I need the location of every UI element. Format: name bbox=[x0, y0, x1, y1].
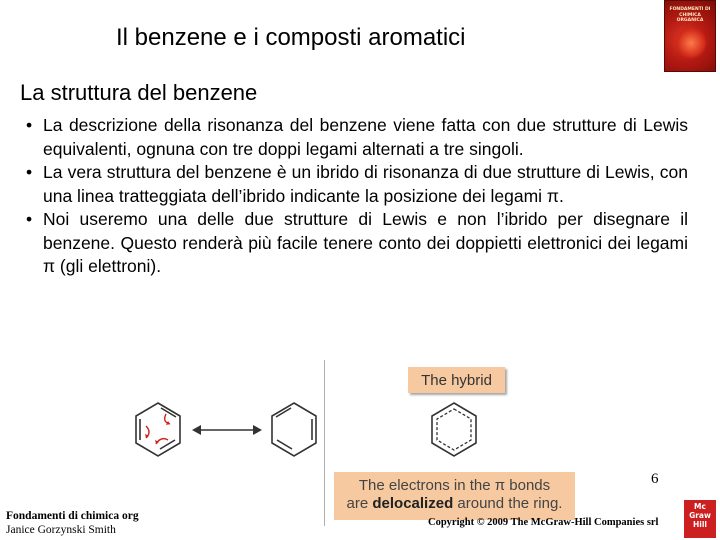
delocalized-electrons-label bbox=[334, 472, 575, 520]
slide-title: Il benzene e i composti aromatici bbox=[116, 24, 466, 51]
book-cover-text: FONDAMENTI DI CHIMICA ORGANICA bbox=[669, 7, 711, 23]
page-number: 6 bbox=[651, 471, 659, 487]
bullet-item: • La vera struttura del benzene è un ibrido di risonanza di due strutture di Lewis, con una linea tratteggiata dell’ibrido indicante la posizione dei legami π. bbox=[26, 161, 688, 208]
benzene-kekule-structure bbox=[264, 400, 324, 460]
flower-image bbox=[675, 27, 707, 59]
book-cover-image bbox=[664, 0, 716, 72]
bullet-list bbox=[26, 114, 688, 279]
resonance-double-arrow bbox=[192, 422, 262, 438]
benzene-resonance-arrows-structure bbox=[128, 400, 188, 460]
electrons-label-line2: are delocalized around the ring. bbox=[346, 495, 563, 512]
footer-copyright: Copyright © 2009 The McGraw-Hill Companies srl bbox=[428, 517, 659, 528]
electrons-label-line1: The electrons in the π bonds bbox=[358, 477, 551, 494]
bullet-item: • Noi useremo una delle due strutture di Lewis e non l’ibrido per disegnare il benzene. Questo renderà più facile tenere conto dei doppietti elettronici dei legami π (gli elettroni). bbox=[26, 208, 688, 279]
footer-author: Janice Gorzynski Smith bbox=[6, 524, 116, 536]
footer-book-credit bbox=[6, 509, 139, 537]
bullet-item: • La descrizione della risonanza del benzene viene fatta con due strutture di Lewis equivalenti, ognuna con tre doppi legami alternati a tre singoli. bbox=[26, 114, 688, 161]
hybrid-label: The hybrid bbox=[408, 367, 505, 393]
footer-book-title: Fondamenti di chimica org bbox=[6, 510, 139, 522]
figure-divider bbox=[324, 360, 325, 526]
benzene-hybrid-structure bbox=[424, 400, 484, 460]
slide-subtitle: La struttura del benzene bbox=[20, 80, 258, 105]
delocalized-emphasis: delocalized bbox=[372, 495, 454, 512]
mcgraw-hill-logo: Mc Graw Hill bbox=[684, 500, 716, 538]
